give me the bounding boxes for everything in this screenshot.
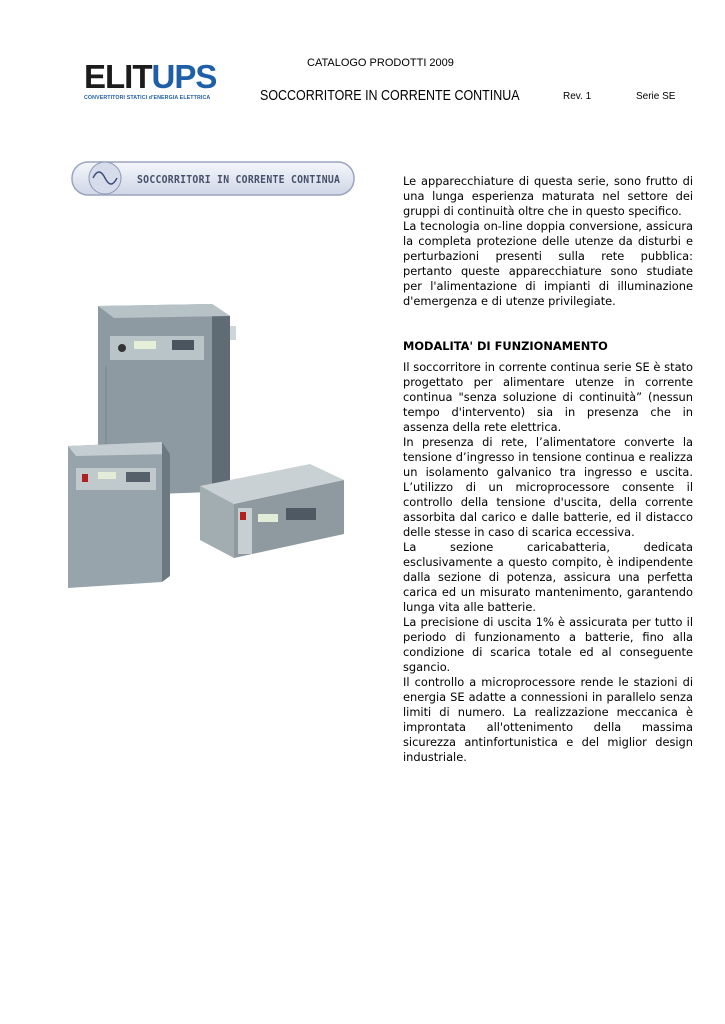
elitups-logo [84,58,217,109]
logo-tagline: CONVERTITORI STATICI d'ENERGIA ELETTRICA [84,95,211,101]
section-heading: MODALITA' DI FUNZIONAMENTO [403,339,608,353]
body-paragraph: Il soccorritore in corrente continua serie SE è stato progettato per alimentare utenze in corrente continua "senza soluzione di continuità” (nessun tempo d'intervento) sia in presenza che in assenza della rete elettrica. [403,360,693,434]
document-title: SOCCORRITORE IN CORRENTE CONTINUA [260,88,520,104]
body-paragraph: La sezione caricabatteria, dedicata esclusivamente a questo compito, è indipendente dalla sezione di potenza, assicura una perfetta carica ed un misurato mantenimento, garantendo lunga vita alle batterie. [403,540,693,614]
series-label: Serie SE [636,91,676,102]
catalog-label: CATALOGO PRODOTTI 2009 [307,57,454,69]
body-paragraph: La precisione di uscita 1% è assicurata per tutto il periodo di funzionamento a batterie, fino alla condizione di scarica totale ed al conseguente sgancio. [403,615,693,674]
intro-paragraph: Le apparecchiature di questa serie, sono frutto di una lunga esperienza maturata nel settore dei gruppi di continuità oltre che in questo specifico. [403,174,693,218]
product-photo [62,296,354,596]
logo-elit: ELIT [84,58,152,95]
revision-label: Rev. 1 [563,91,592,102]
intro-paragraph: La tecnologia on-line doppia conversione, assicura la completa protezione delle utenze da disturbi e perturbazioni presenti sulla rete pubblica: pertanto queste apparecchiature sono studiate per l'alimentazione di impianti di illuminazione d'emergenza e di utenze privilegiate. [403,219,693,308]
logo-ups: UPS [151,58,217,95]
banner-label: SOCCORRITORI IN CORRENTE CONTINUA [137,174,341,186]
body-paragraph: In presenza di rete, l’alimentatore converte la tensione d’ingresso in tensione continua e realizza un isolamento galvanico tra ingresso e uscita. L’utilizzo di un microprocessore consente il controllo della tensione d'uscita, della corrente assorbita dal carico e dalle batterie, ed il distacco delle stesse in caso di scarica eccessiva. [403,435,693,539]
body-paragraph: Il controllo a microprocessore rende le stazioni di energia SE adatte a connessioni in parallelo senza limiti di numero. La realizzazione meccanica è improntata all'ottenimento della massima sicurezza antinfortunistica e del miglior design industriale. [403,675,693,764]
body-text [403,174,693,765]
